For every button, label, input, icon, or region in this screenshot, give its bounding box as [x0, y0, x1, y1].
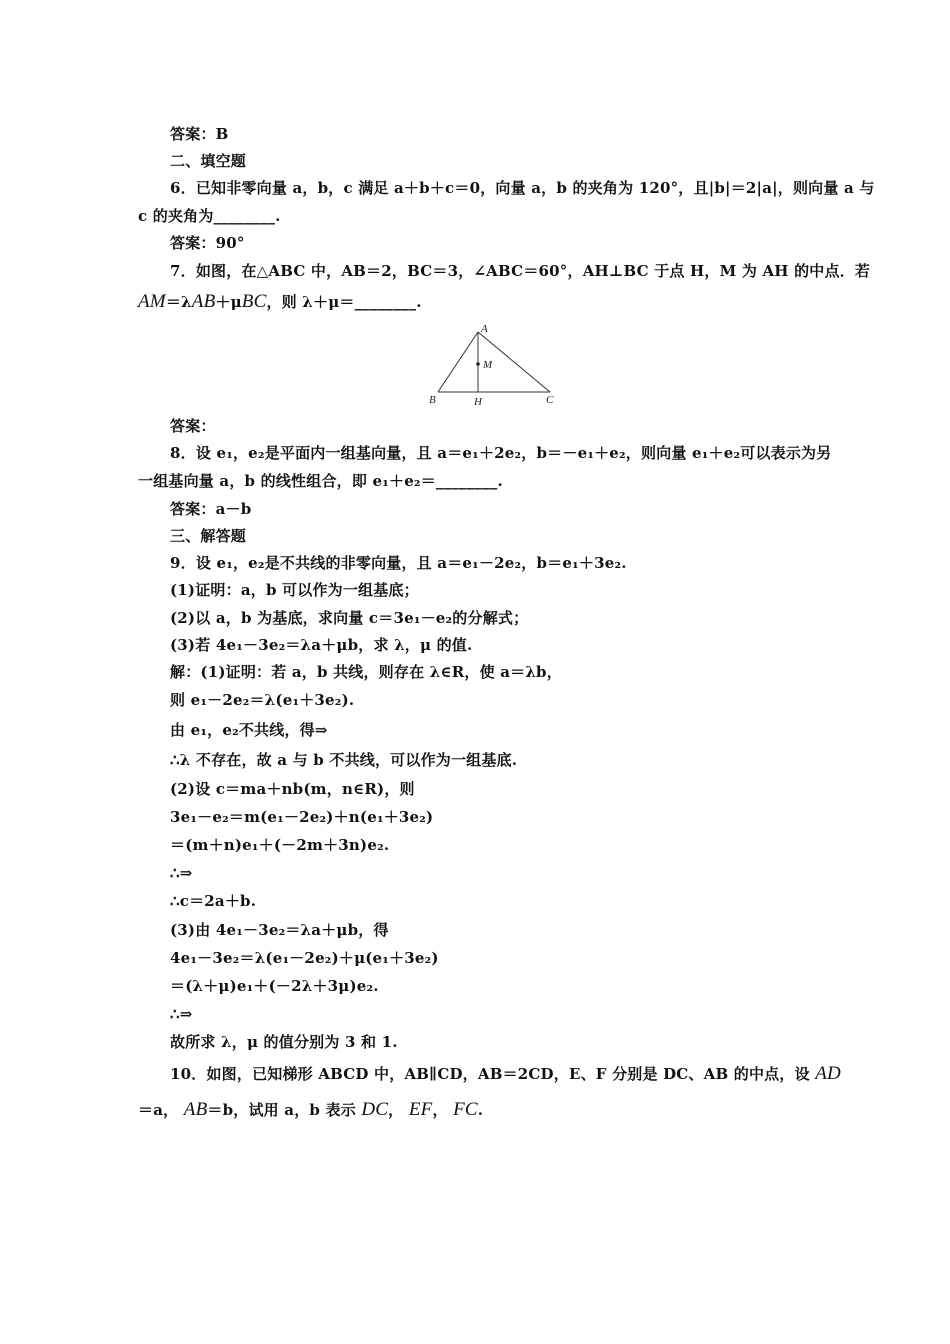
question-9: 9．设 e₁，e₂是不共线的非零向量，且 a＝e₁－2e₂，b＝e₁＋3e₂. — [170, 554, 627, 572]
question-6-cont: c 的夹角为________. — [138, 207, 281, 225]
question-8-cont: 一组基向量 a，b 的线性组合，即 e₁＋e₂＝________. — [138, 472, 503, 490]
solution-line: 则 e₁－2e₂＝λ(e₁＋3e₂). — [170, 691, 355, 709]
solution-line: 3e₁－e₂＝m(e₁－2e₂)＋n(e₁＋3e₂) — [170, 808, 434, 826]
question-6: 6．已知非零向量 a，b，c 满足 a＋b＋c＝0，向量 a，b 的夹角为 120°，且|b|＝2|a|，则向量 a 与 — [170, 179, 875, 197]
question-10: 10．如图，已知梯形 ABCD 中，AB∥CD，AB＝2CD，E、F 分别是 DC、AB 的中点，设 AD — [170, 1063, 841, 1084]
vector-ef: EF — [408, 1099, 433, 1120]
vector-bc: BC — [241, 291, 267, 312]
vector-ab: AB — [191, 291, 216, 312]
question-7-equation: AM＝λAB＋μBC，则 λ＋μ＝________. — [138, 291, 422, 312]
label-c: C — [546, 394, 554, 406]
label-h: H — [474, 396, 482, 406]
label-a: A — [481, 323, 488, 335]
solution-line: ＝(λ＋μ)e₁＋(－2λ＋3μ)e₂. — [170, 977, 379, 995]
solution-line: ∴λ 不存在，故 a 与 b 不共线，可以作为一组基底. — [170, 751, 518, 769]
solution-line: 解：(1)证明：若 a，b 共线，则存在 λ∈R，使 a＝λb， — [170, 663, 562, 681]
question-9-part2: (2)以 a，b 为基底，求向量 c＝3e₁－e₂的分解式； — [170, 609, 529, 627]
question-9-part3: (3)若 4e₁－3e₂＝λa＋μb，求 λ，μ 的值. — [170, 636, 473, 654]
section-solutions: 三、解答题 — [170, 527, 247, 545]
answer-7: 答案： — [170, 417, 216, 435]
answer-5: 答案：B — [170, 125, 229, 143]
question-9-part1: (1)证明：a，b 可以作为一组基底； — [170, 581, 419, 599]
question-8: 8．设 e₁，e₂是平面内一组基向量，且 a＝e₁＋2e₂，b＝－e₁＋e₂，则向量 e₁＋e₂可以表示为另 — [170, 444, 832, 462]
solution-line: 故所求 λ，μ 的值分别为 3 和 1. — [170, 1033, 398, 1051]
label-b: B — [429, 394, 436, 406]
solution-line: ＝(m＋n)e₁＋(－2m＋3n)e₂. — [170, 836, 390, 854]
vector-ab-2: AB — [183, 1099, 208, 1120]
answer-6: 答案：90° — [170, 234, 245, 252]
solution-line: (2)设 c＝ma＋nb(m，n∈R)，则 — [170, 780, 415, 798]
vector-dc: DC — [361, 1099, 389, 1120]
triangle-figure — [428, 322, 560, 406]
solution-line: (3)由 4e₁－3e₂＝λa＋μb，得 — [170, 921, 389, 939]
question-10-cont: ＝a， AB＝b，试用 a，b 表示 DC， EF， FC. — [138, 1099, 484, 1120]
vector-am: AM — [138, 291, 166, 312]
vector-ad: AD — [815, 1063, 841, 1084]
label-m: M — [483, 359, 493, 371]
solution-line: ∴c＝2a＋b. — [170, 892, 257, 910]
vector-fc: FC — [453, 1099, 478, 1120]
section-fill-in: 二、填空题 — [170, 152, 247, 170]
answer-8: 答案：a－b — [170, 500, 252, 518]
solution-line: ∴⇒ — [170, 864, 193, 882]
solution-line: ∴⇒ — [170, 1005, 193, 1023]
solution-line: 4e₁－3e₂＝λ(e₁－2e₂)＋μ(e₁＋3e₂) — [170, 949, 439, 967]
solution-line: 由 e₁，e₂不共线，得⇒ — [170, 721, 328, 739]
question-7: 7．如图，在△ABC 中，AB＝2，BC＝3，∠ABC＝60°，AH⊥BC 于点 H，M 为 AH 的中点．若 — [170, 262, 871, 280]
